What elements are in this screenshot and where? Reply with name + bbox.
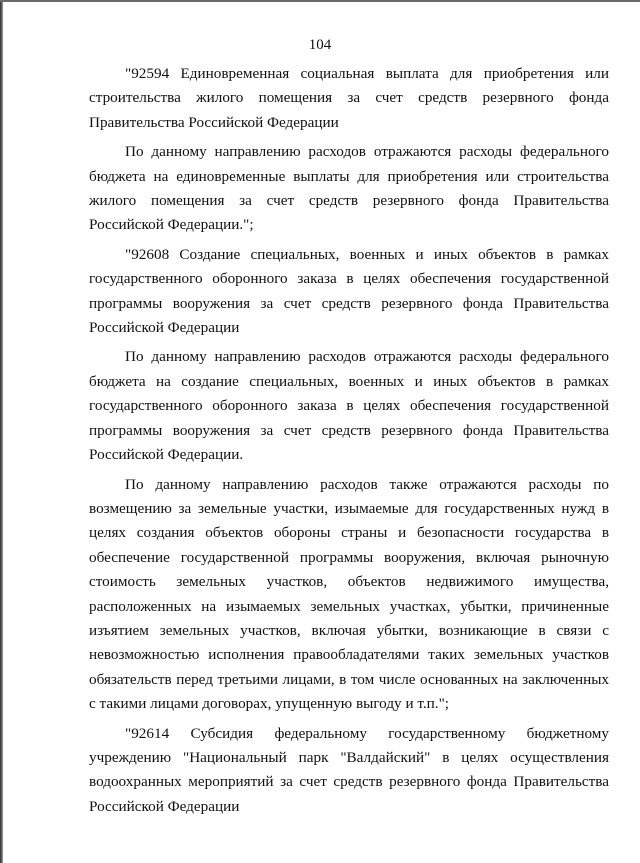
paragraph-92608-land-compensation: По данному направлению расходов также отражаются расходы по возмещению за земельные участки, изымаемые для государственных нужд в целях создания объектов обороны страны и безопасности государства в обеспечение государственной программы вооружения, включая рыночную стоимость земельных участков, объектов недвижимого имущества, расположенных на изымаемых земельных участках, убытки, причиненные изъятием земельных участков, включая убытки, возникающие в связи с невозможностью исполнения правообладателями таких земельных участков обязательств перед третьими лицами, в том числе основанных на заключенных с такими лицами договорах, упущенную выгоду и т.п."; <box>89 475 609 713</box>
scan-edge-top <box>0 0 640 2</box>
paragraph-92608-description: По данному направлению расходов отражаются расходы федерального бюджета на создание специальных, военных и иных объектов в рамках государственного оборонного заказа в целях обеспечения государственной программы вооружения за счет средств резервного фонда Правительства Российской Федерации. <box>89 348 609 464</box>
paragraph-92594-title: "92594 Единовременная социальная выплата для приобретения или строительства жилого помещения за счет средств резервного фонда Правительства Российской Федерации <box>89 65 609 131</box>
paragraph-92608-title: "92608 Создание специальных, военных и иных объектов в рамках государственного оборонного заказа в целях обеспечения государственной программы вооружения за счет средств резервного фонда Правительства Российской Федерации <box>89 245 609 337</box>
page-number: 104 <box>308 37 332 53</box>
scan-edge-left <box>0 0 3 863</box>
paragraph-92594-description: По данному направлению расходов отражаются расходы федерального бюджета на единовременные выплаты для приобретения или строительства жилого помещения за счет средств резервного фонда Правительства Российской Федерации."; <box>89 143 609 234</box>
document-body <box>89 62 609 824</box>
paragraph-92614-title: "92614 Субсидия федеральному государственному бюджетному учреждению "Национальный парк "Валдайский" в целях осуществления водоохранных мероприятий за счет средств резервного фонда Правительства Российской Федерации <box>89 724 609 815</box>
